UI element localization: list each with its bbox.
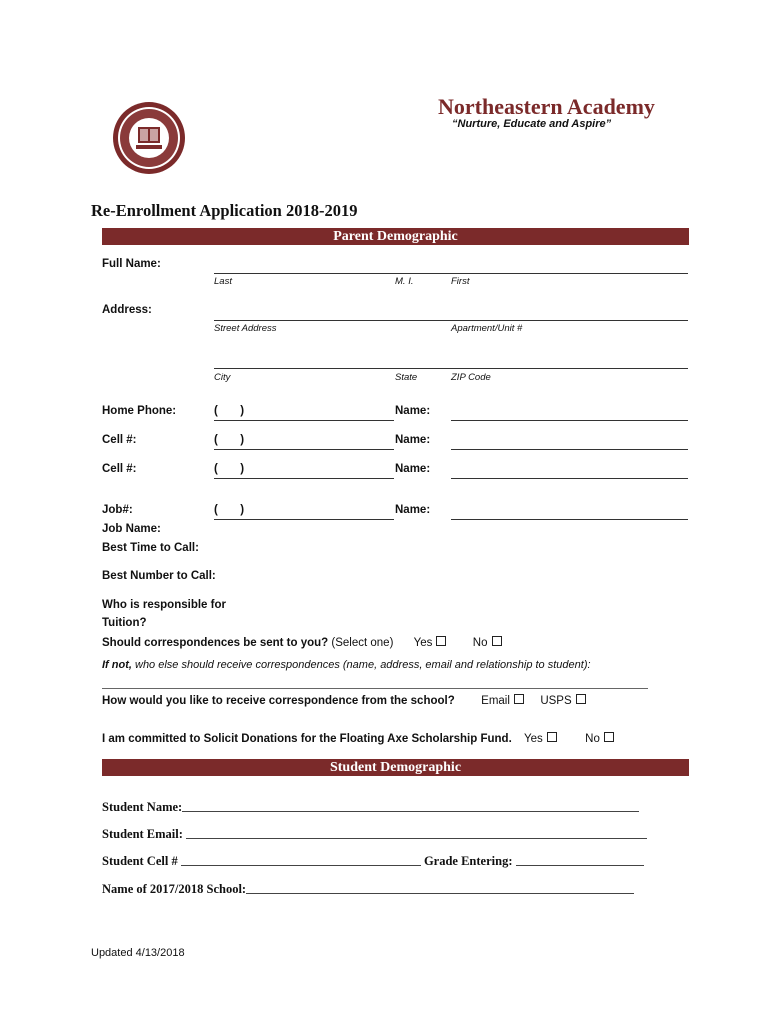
usps-option-label: USPS [540, 695, 572, 707]
school-name: Northeastern Academy [438, 94, 655, 119]
tuition-label-2: Tuition? [102, 617, 147, 629]
seal-graphic [112, 101, 186, 175]
name-label: Name: [395, 504, 431, 516]
cell2-field[interactable] [214, 478, 394, 479]
last-caption: Last [214, 276, 232, 287]
solicit-yes-checkbox[interactable] [547, 732, 557, 742]
cell2-label: Cell #: [102, 463, 137, 475]
home-phone-field[interactable] [214, 420, 394, 421]
updated-date: Updated 4/13/2018 [91, 947, 185, 959]
student-cell-field[interactable] [181, 854, 421, 866]
if-not-text: who else should receive correspondences (name, address, email and relationship to student): [135, 659, 591, 671]
phone-paren: ( ) [214, 504, 245, 516]
phone-paren: ( ) [214, 463, 245, 475]
correspondence-question: Should correspondences be sent to you? [102, 637, 329, 649]
tuition-label-1: Who is responsible for [102, 599, 226, 611]
zip-caption: ZIP Code [451, 372, 491, 383]
student-email-label: Student Email: [102, 827, 183, 841]
cell2-name-field[interactable] [451, 478, 688, 479]
job-phone-field[interactable] [214, 519, 394, 520]
street-caption: Street Address [214, 323, 277, 334]
student-name-label: Student Name: [102, 800, 183, 814]
grade-entering-field[interactable] [516, 854, 644, 866]
first-caption: First [451, 276, 470, 287]
corr-no-checkbox[interactable] [492, 636, 502, 646]
grade-entering-label: Grade Entering: [423, 854, 513, 868]
if-not-row [102, 659, 591, 671]
solicit-no-label: No [585, 733, 600, 745]
receive-question: How would you like to receive correspondence from the school? [102, 695, 455, 707]
parent-demographic-header: Parent Demographic [102, 228, 689, 245]
student-name-row [102, 800, 639, 815]
student-demographic-header: Student Demographic [102, 759, 689, 776]
select-one-hint: (Select one) [331, 637, 394, 649]
if-not-bold: If not, [102, 659, 132, 671]
student-email-field[interactable] [186, 827, 647, 839]
city-state-zip-field[interactable] [214, 368, 688, 369]
phone-paren: ( ) [214, 434, 245, 446]
solicit-no-checkbox[interactable] [604, 732, 614, 742]
student-email-row [102, 827, 647, 842]
street-address-field[interactable] [214, 320, 688, 321]
best-time-label: Best Time to Call: [102, 542, 199, 554]
cell1-field[interactable] [214, 449, 394, 450]
email-checkbox[interactable] [514, 694, 524, 704]
solicit-row [102, 732, 614, 745]
job-label: Job#: [102, 504, 133, 516]
corr-no-label: No [472, 637, 488, 649]
other-recipient-field[interactable] [102, 688, 648, 689]
usps-checkbox[interactable] [576, 694, 586, 704]
student-name-field[interactable] [182, 800, 639, 812]
full-name-label: Full Name: [102, 258, 161, 270]
student-cell-label: Student Cell # [102, 854, 178, 868]
school-seal [112, 101, 186, 175]
home-phone-label: Home Phone: [102, 405, 177, 417]
full-name-field[interactable] [214, 273, 688, 274]
solicit-yes-label: Yes [523, 733, 543, 745]
prev-school-field[interactable] [246, 882, 634, 894]
school-motto: “Nurture, Educate and Aspire” [452, 118, 612, 130]
student-cell-row [102, 854, 644, 869]
cell1-label: Cell #: [102, 434, 137, 446]
cell1-name-field[interactable] [451, 449, 688, 450]
state-caption: State [395, 372, 418, 383]
form-title: Re-Enrollment Application 2018-2019 [91, 201, 358, 220]
job-name-field[interactable] [451, 519, 688, 520]
prev-school-row [102, 882, 634, 897]
corr-yes-checkbox[interactable] [436, 636, 446, 646]
solicit-question: I am committed to Solicit Donations for the Floating Axe Scholarship Fund. [102, 733, 512, 745]
name-label: Name: [395, 405, 431, 417]
prev-school-label: Name of 2017/2018 School: [102, 882, 247, 896]
address-label: Address: [102, 304, 152, 316]
mi-caption: M. I. [395, 276, 414, 287]
apt-caption: Apartment/Unit # [451, 323, 523, 334]
best-number-label: Best Number to Call: [102, 570, 216, 582]
city-caption: City [214, 372, 231, 383]
home-phone-name-field[interactable] [451, 420, 688, 421]
phone-paren: ( ) [214, 405, 245, 417]
correspondence-row [102, 636, 502, 649]
email-option-label: Email [481, 695, 510, 707]
corr-yes-label: Yes [413, 637, 433, 649]
receive-row [102, 694, 586, 707]
job-name-label: Job Name: [102, 523, 161, 535]
name-label: Name: [395, 463, 431, 475]
name-label: Name: [395, 434, 431, 446]
